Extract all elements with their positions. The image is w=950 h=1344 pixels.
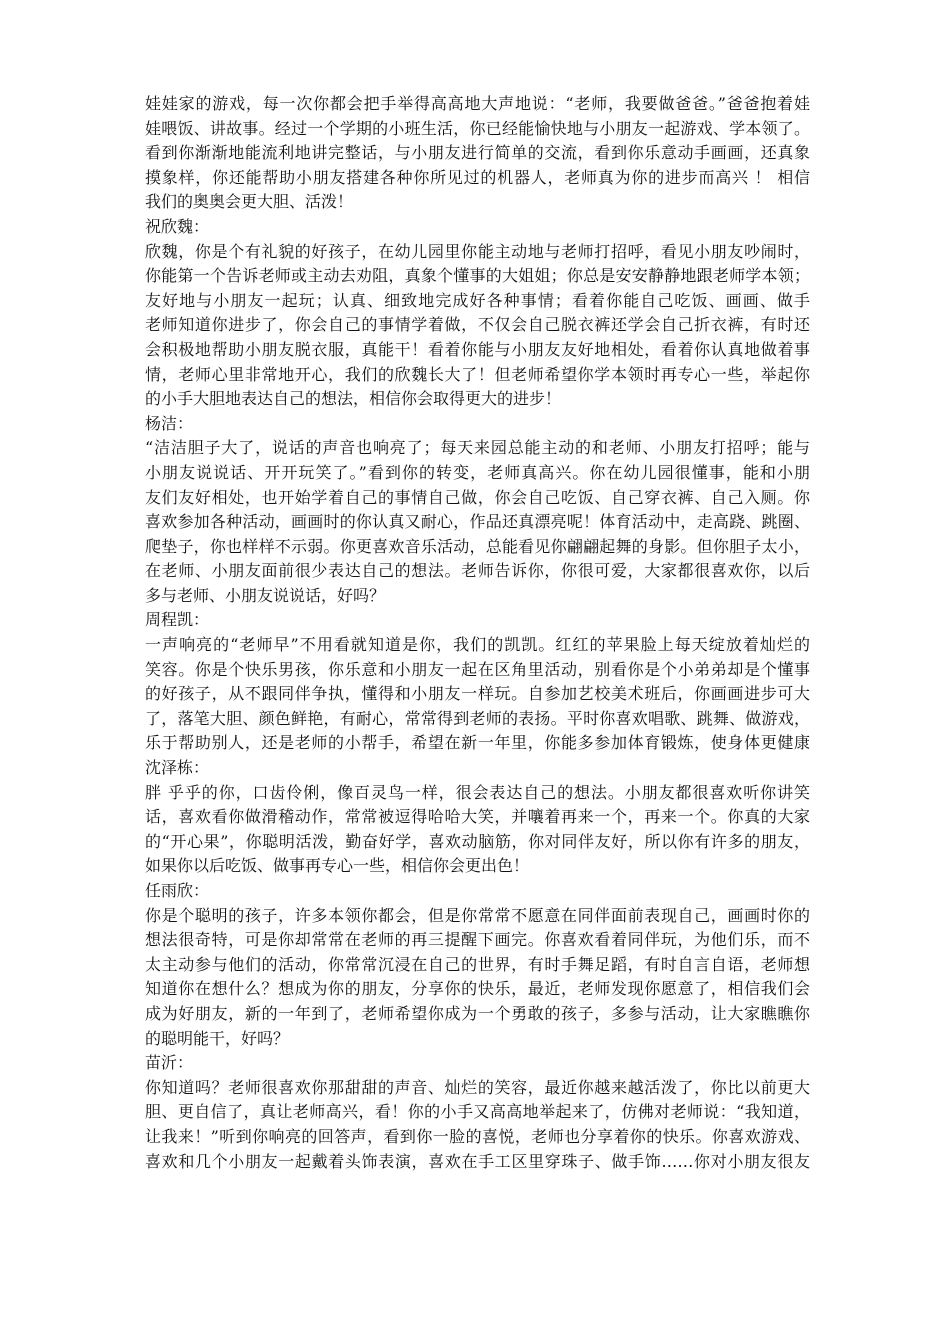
- text-line: 话，喜欢看你做滑稽动作，常常被逗得哈哈大笑，并嚷着再来一个，再来一个。你真的大家: [145, 807, 810, 827]
- text-line: 欣魏，你是个有礼貌的好孩子，在幼儿园里你能主动地与老师打招呼，看见小朋友吵闹时，: [145, 241, 810, 261]
- text-line: 如果你以后吃饭、做事再专心一些，相信你会更出色！: [145, 856, 530, 876]
- text-line: 让我来！”听到你响亮的回答声，看到你一脸的喜悦，老师也分享着你的快乐。你喜欢游戏、: [145, 1126, 810, 1146]
- text-line: 喜欢和几个小朋友一起戴着头饰表演，喜欢在手工区里穿珠子、做手饰……你对小朋友很友: [145, 1151, 810, 1171]
- text-line: 成为好朋友，新的一年到了，老师希望你成为一个勇敢的孩子，多参与活动，让大家瞧瞧你: [145, 1003, 810, 1023]
- text-line: 沈泽栋：: [145, 758, 210, 778]
- text-line: 胆、更自信了，真让老师高兴，看！你的小手又高高地举起来了，仿佛对老师说：“我知道，: [145, 1102, 810, 1122]
- text-line: 情，老师心里非常地开心，我们的欣魏长大了！但老师希望你学本领时再专心一些，举起你: [145, 364, 810, 384]
- text-line: 你知道吗？老师很喜欢你那甜甜的声音、灿烂的笑容，最近你越来越活泼了，你比以前更大: [145, 1077, 810, 1097]
- text-line: 的“开心果”，你聪明活泼，勤奋好学，喜欢动脑筋，你对同伴友好，所以你有许多的朋友，: [145, 831, 810, 851]
- text-line: 友们友好相处，也开始学着自己的事情自己做，你会自己吃饭、自己穿衣裤、自己入厕。你: [145, 487, 810, 507]
- text-line: 你能第一个告诉老师或主动去劝阻，真象个懂事的大姐姐；你总是安安静静地跟老师学本领；: [145, 266, 810, 286]
- text-line: 笑容。你是个快乐男孩，你乐意和小朋友一起在区角里活动，别看你是个小弟弟却是个懂事: [145, 659, 810, 679]
- text-line: 娃喂饭、讲故事。经过一个学期的小班生活，你已经能愉快地与小朋友一起游戏、学本领了。: [145, 118, 810, 138]
- text-line: 任雨欣：: [145, 881, 210, 900]
- text-line: 的聪明能干，好吗？: [145, 1028, 290, 1048]
- text-line: 祝欣魏：: [145, 216, 210, 236]
- text-line: 周程凯：: [145, 610, 210, 630]
- text-line: 了，落笔大胆、颜色鲜艳，有耐心，常常得到老师的表扬。平时你喜欢唱歌、跳舞、做游戏，: [145, 708, 810, 728]
- text-line: 知道你在想什么？想成为你的朋友，分享你的快乐，最近，老师发现你愿意了，相信我们会: [145, 979, 810, 999]
- text-line: 摸象样，你还能帮助小朋友搭建各种你所见过的机器人，老师真为你的进步而高兴 ！ 相信: [145, 167, 810, 187]
- text-line: 你是个聪明的孩子，许多本领你都会，但是你常常不愿意在同伴面前表现自己，画画时你的: [145, 905, 810, 925]
- text-line: 小朋友说说话、开开玩笑了。”看到你的转变，老师真高兴。你在幼儿园很懂事，能和小朋: [145, 462, 810, 482]
- text-line: 爬垫子，你也样样不示弱。你更喜欢音乐活动，总能看见你翩翩起舞的身影。但你胆子太小，: [145, 536, 810, 556]
- document-page: [145, 92, 810, 1174]
- text-line: 的好孩子，从不跟同伴争执，懂得和小朋友一样玩。自参加艺校美术班后，你画画进步可大: [145, 684, 810, 704]
- text-line: 一声响亮的“老师早”不用看就知道是你，我们的凯凯。红红的苹果脸上每天绽放着灿烂的: [145, 635, 810, 655]
- text-line: 在老师、小朋友面前很少表达自己的想法。老师告诉你，你很可爱，大家都很喜欢你，以后: [145, 561, 810, 581]
- text-line: 的小手大胆地表达自己的想法，相信你会取得更大的进步！: [145, 389, 562, 409]
- text-line: 乐于帮助别人，还是老师的小帮手，希望在新一年里，你能多参加体育锻炼，使身体更健康: [145, 733, 810, 753]
- text-line: 我们的奥奥会更大胆、活泼！: [145, 192, 354, 212]
- text-line: 喜欢参加各种活动，画画时的你认真又耐心，作品还真漂亮呢！体育活动中，走高跷、跳圈、: [145, 512, 810, 532]
- text-line: 友好地与小朋友一起玩；认真、细致地完成好各种事情；看着你能自己吃饭、画画、做手: [145, 290, 810, 310]
- text-line: 娃娃家的游戏，每一次你都会把手举得高高地大声地说：“老师，我要做爸爸。”爸爸抱着娃: [145, 94, 810, 113]
- text-line: 胖 乎乎的你，口齿伶俐，像百灵鸟一样，很会表达自己的想法。小朋友都很喜欢听你讲笑: [145, 782, 810, 802]
- text-line: “洁洁胆子大了，说话的声音也响亮了；每天来园总能主动的和老师、小朋友打招呼；能与: [145, 438, 810, 458]
- text-line: 太主动参与他们的活动，你常常沉浸在自己的世界，有时手舞足蹈，有时自言自语，老师想: [145, 954, 810, 974]
- text-line: 看到你渐渐地能流利地讲完整话，与小朋友进行简单的交流，看到你乐意动手画画，还真象: [145, 143, 810, 163]
- text-line: 想法很奇特，可是你却常常在老师的再三提醒下画完。你喜欢看着同伴玩，为他们乐，而不: [145, 930, 810, 950]
- text-line: 苗沂：: [145, 1053, 194, 1073]
- text-line: 杨洁：: [145, 413, 194, 433]
- text-line: 多与老师、小朋友说说话，好吗？: [145, 585, 386, 605]
- text-line: 会积极地帮助小朋友脱衣服，真能干！看着你能与小朋友友好地相处，看着你认真地做着事: [145, 339, 810, 359]
- text-line: 老师知道你进步了，你会自己的事情学着做，不仅会自己脱衣裤还学会自己折衣裤，有时还: [145, 315, 810, 335]
